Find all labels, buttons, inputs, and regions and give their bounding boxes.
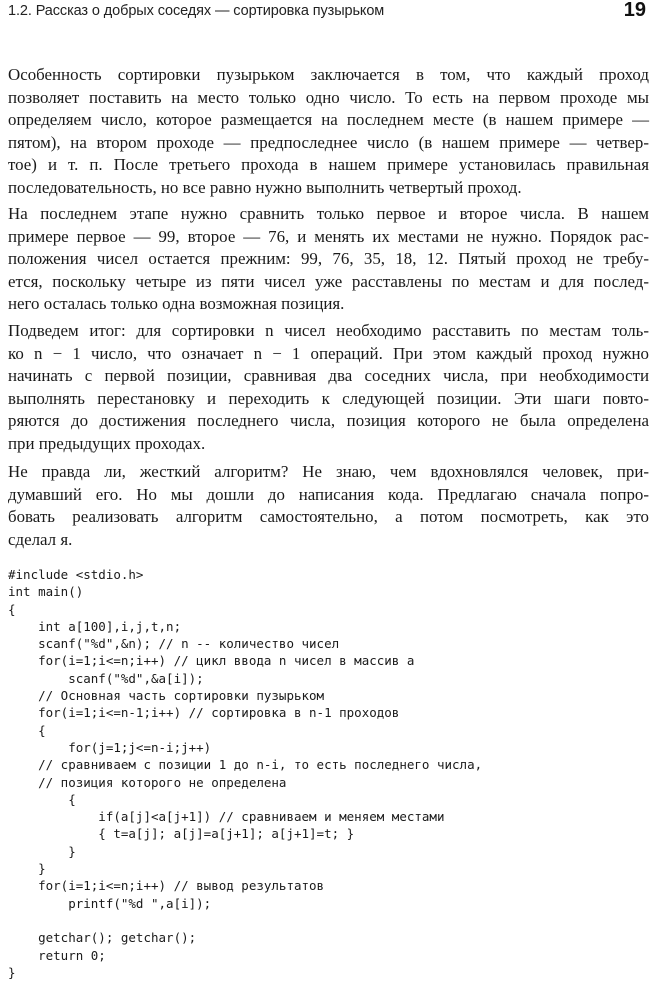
- page-number: 19: [623, 0, 646, 21]
- code-line: int main(): [8, 584, 84, 600]
- paragraph-line: начинать с первой позиции, сравнивая два соседних числа, при необходимости: [8, 366, 649, 386]
- paragraph-line: примере первое — 99, второе — 76, и менять их местами не нужно. Порядок рас-: [8, 226, 649, 246]
- chapter-header-title: 1.2. Рассказ о добрых соседях — сортировка пузырьком: [8, 3, 385, 19]
- code-line: if(a[j]<a[j+1]) // сравниваем и меняем местами: [8, 809, 445, 825]
- paragraph-line: последовательность, но все равно нужно выполнить четвертый проход.: [8, 177, 522, 197]
- paragraph-line: сделал я.: [8, 529, 73, 549]
- code-line: scanf("%d",&a[i]);: [8, 670, 204, 686]
- paragraph-line: бовать реализовать алгоритм самостоятельно, а потом посмотреть, как это: [8, 507, 649, 527]
- code-line: #include <stdio.h>: [8, 567, 144, 582]
- code-listing: [8, 566, 648, 981]
- code-line: {: [8, 791, 76, 807]
- running-header: [8, 0, 646, 26]
- code-line: scanf("%d",&n); // n -- количество чисел: [8, 636, 340, 652]
- paragraph-line: думавший его. Но мы дошли до написания кода. Предлагаю сначала попро-: [8, 484, 649, 504]
- paragraph-line: тое) и т. п. После третьего прохода в нашем примере установилась правильная: [8, 155, 649, 175]
- paragraph-line: Не правда ли, жесткий алгоритм? Не знаю, чем вдохновлялся человек, при-: [8, 462, 649, 481]
- paragraph-line: положения чисел остается прежним: 99, 76, 35, 18, 12. Пятый проход не требу-: [8, 249, 649, 269]
- code-line: int a[100],i,j,t,n;: [8, 618, 182, 634]
- paragraph-line: при предыдущих проходах.: [8, 433, 206, 453]
- paragraph-summary: [8, 320, 649, 456]
- paragraph-line: На последнем этапе нужно сравнить только первое и второе числа. В нашем: [8, 204, 649, 223]
- code-line: { t=a[j]; a[j]=a[j+1]; a[j+1]=t; }: [8, 826, 355, 842]
- paragraph-last-stage: [8, 203, 649, 316]
- paragraph-bubble-sort-feature: [8, 64, 649, 200]
- paragraph-line: пятом), на втором проходе — предпоследнее число (в нашем примере — четвер-: [8, 132, 649, 152]
- paragraph-line: ряются до достижения последнего числа, позиция которого не была определена: [8, 411, 649, 431]
- code-line: // позиция которого не определена: [8, 774, 287, 790]
- code-line: printf("%d ",a[i]);: [8, 895, 212, 911]
- code-line: }: [8, 861, 46, 877]
- code-line: // Основная часть сортировки пузырьком: [8, 688, 325, 704]
- code-line: // сравниваем с позиции 1 до n-i, то есть последнего числа,: [8, 757, 483, 773]
- paragraph-line: выполнять перестановку и переходить к следующей позиции. Эти шаги повто-: [8, 388, 649, 408]
- code-line: for(i=1;i<=n-1;i++) // сортировка в n-1 проходов: [8, 705, 400, 721]
- paragraph-line: ется, поскольку четыре из пяти чисел уже расставлены по местам и для послед-: [8, 271, 649, 291]
- paragraph-line: Особенность сортировки пузырьком заключается в том, что каждый проход: [8, 65, 649, 84]
- code-line: for(i=1;i<=n;i++) // цикл ввода n чисел в массив a: [8, 653, 415, 669]
- paragraph-line: ко n − 1 число, что означает n − 1 операций. При этом каждый проход нужно: [8, 343, 649, 363]
- code-line: for(j=1;j<=n-i;j++): [8, 739, 212, 755]
- paragraph-line: позволяет поставить на место только одно число. То есть на первом проходе мы: [8, 87, 649, 107]
- paragraph-line: определяем число, которое размещается на последнем месте (в нашем примере —: [8, 110, 649, 130]
- code-line: }: [8, 964, 16, 980]
- code-line: }: [8, 843, 76, 859]
- code-line: {: [8, 601, 16, 617]
- code-line: for(i=1;i<=n;i++) // вывод результатов: [8, 878, 325, 894]
- code-line: {: [8, 722, 46, 738]
- code-line: [8, 912, 648, 929]
- code-line: return 0;: [8, 947, 106, 963]
- code-line: getchar(); getchar();: [8, 930, 197, 946]
- paragraph-line: него осталась только одна возможная позиция.: [8, 294, 345, 314]
- paragraph-harsh-algorithm: [8, 461, 649, 551]
- paragraph-line: Подведем итог: для сортировки n чисел необходимо расставить по местам толь-: [8, 321, 649, 340]
